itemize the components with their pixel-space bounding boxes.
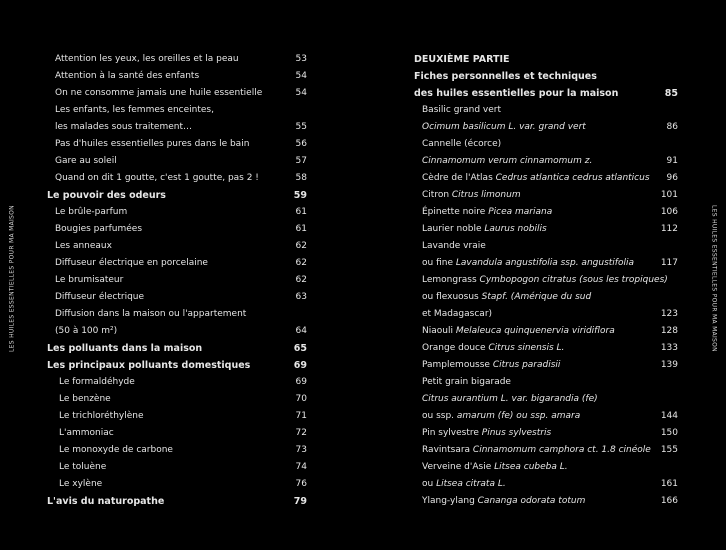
- toc-entry-title: Attention les yeux, les oreilles et la peau: [55, 54, 239, 64]
- toc-page-number: 72: [295, 428, 307, 438]
- toc-entry: [47, 425, 307, 442]
- latin-name: Citrus limonum: [451, 190, 521, 200]
- toc-page-number: 101: [660, 190, 678, 200]
- toc-entry: [47, 187, 307, 204]
- latin-name: Ocimum basilicum L. var. grand vert: [422, 122, 586, 132]
- toc-page-number: 69: [293, 360, 307, 371]
- toc-entry: [414, 272, 678, 289]
- entry-text: DEUXIÈME PARTIE: [414, 54, 510, 65]
- toc-page-number: 62: [295, 258, 307, 268]
- toc-entry-title: [422, 238, 486, 255]
- latin-name: Litsea citrata L.: [436, 479, 506, 489]
- entry-text: Pamplemousse: [422, 360, 493, 370]
- toc-page-number: 62: [295, 275, 307, 285]
- toc-entry-title: [422, 493, 585, 510]
- toc-entry: [414, 102, 678, 119]
- spine-title-right: LES HUILES ESSENTIELLES POUR MA MAISON: [710, 205, 718, 352]
- toc-entry-title: [422, 408, 580, 425]
- toc-entry: [414, 221, 678, 238]
- toc-entry: [414, 153, 678, 170]
- entry-text: Laurier noble: [422, 224, 485, 234]
- toc-entry: [47, 170, 307, 187]
- toc-page-number: 150: [660, 428, 678, 438]
- toc-page-number: 57: [295, 156, 307, 166]
- toc-page-number: 128: [660, 326, 678, 336]
- toc-entry: [414, 255, 678, 272]
- toc-entry: [47, 340, 307, 357]
- toc-entry: [47, 289, 307, 306]
- toc-page-number: 91: [666, 156, 678, 166]
- toc-page-number: 70: [295, 394, 307, 404]
- toc-entry-title: [422, 153, 592, 170]
- toc-entry: [47, 493, 307, 510]
- toc-entry-title: L'ammoniac: [59, 428, 114, 438]
- entry-text: et Madagascar): [422, 309, 493, 319]
- latin-name: Cedrus atlantica cedrus atlanticus: [495, 173, 650, 183]
- toc-page-number: 54: [295, 88, 307, 98]
- toc-entry: [47, 238, 307, 255]
- toc-right-column: [414, 51, 678, 510]
- latin-name: Cinnamomum verum cinnamomum z.: [422, 156, 593, 166]
- toc-page-number: 117: [660, 258, 678, 268]
- entry-text: Basilic grand vert: [422, 105, 501, 115]
- toc-entry-title: Le brûle-parfum: [55, 207, 128, 217]
- toc-entry: [414, 119, 678, 136]
- toc-entry-title: Gare au soleil: [55, 156, 117, 166]
- toc-page-number: 55: [295, 122, 307, 132]
- latin-name: amarum (fe) ou ssp. amara: [456, 411, 581, 421]
- toc-entry-title: Diffuseur électrique: [55, 292, 145, 302]
- toc-entry: [414, 51, 678, 68]
- toc-entry: [414, 85, 678, 102]
- toc-page-number: 64: [295, 326, 307, 336]
- latin-name: Cananga odorata totum: [477, 496, 586, 506]
- toc-entry-title: Quand on dit 1 goutte, c'est 1 goutte, pas 2 !: [55, 173, 259, 183]
- toc-entry: [47, 272, 307, 289]
- toc-page-number: 112: [660, 224, 678, 234]
- toc-entry: [414, 391, 678, 408]
- toc-entry: [47, 442, 307, 459]
- toc-entry: [47, 153, 307, 170]
- toc-entry-title: Le monoxyde de carbone: [59, 445, 173, 455]
- toc-entry-title: Les polluants dans la maison: [47, 343, 203, 354]
- toc-entry: [47, 221, 307, 238]
- toc-entry: [47, 374, 307, 391]
- toc-entry-title: L'avis du naturopathe: [47, 496, 165, 507]
- toc-entry-title: Le toluène: [59, 462, 107, 472]
- toc-entry-title: Diffuseur électrique en porcelaine: [55, 258, 208, 268]
- toc-page-number: 86: [666, 122, 678, 132]
- toc-entry-title: On ne consomme jamais une huile essentielle: [55, 88, 263, 98]
- toc-page-number: 144: [660, 411, 678, 421]
- toc-page-number: 61: [295, 224, 307, 234]
- toc-entry: [47, 85, 307, 102]
- toc-entry: [414, 374, 678, 391]
- toc-entry: [414, 68, 678, 85]
- toc-page-number: 155: [660, 445, 678, 455]
- toc-entry-title: Pas d'huiles essentielles pures dans le bain: [55, 139, 250, 149]
- latin-name: Cinnamomum camphora ct. 1.8 cinéole: [472, 445, 651, 455]
- toc-entry-title: [422, 442, 651, 459]
- toc-entry: [414, 187, 678, 204]
- toc-entry-title: Le brumisateur: [55, 275, 124, 285]
- latin-name: Citrus paradisii: [492, 360, 561, 370]
- toc-entry: [47, 255, 307, 272]
- entry-text: Orange douce: [422, 343, 489, 353]
- toc-entry-title: [422, 357, 560, 374]
- entry-text: ou: [422, 479, 437, 489]
- toc-entry-title: Le benzène: [59, 394, 111, 404]
- toc-page-number: 65: [293, 343, 307, 354]
- toc-page-number: 96: [666, 173, 678, 183]
- toc-entry-title: [422, 136, 501, 153]
- toc-entry: [414, 136, 678, 153]
- latin-name: Picea mariana: [488, 207, 553, 217]
- toc-entry: [47, 391, 307, 408]
- toc-entry-title: [422, 119, 586, 136]
- toc-entry: [414, 289, 678, 306]
- toc-entry-title: [422, 476, 506, 493]
- toc-entry-title: [422, 204, 552, 221]
- toc-entry-title: [414, 68, 597, 85]
- toc-entry-title: [422, 323, 615, 340]
- toc-page-number: 73: [295, 445, 307, 455]
- toc-entry-title: Le trichloréthylène: [59, 411, 144, 421]
- toc-entry: [47, 306, 307, 323]
- entry-text: Cèdre de l'Atlas: [422, 173, 496, 183]
- toc-entry: [47, 476, 307, 493]
- toc-entry: [414, 476, 678, 493]
- toc-entry-title: [422, 255, 634, 272]
- entry-text: Niaouli: [422, 326, 456, 336]
- toc-entry: [47, 51, 307, 68]
- toc-page-number: 56: [295, 139, 307, 149]
- entry-text: ou flexuosus: [422, 292, 482, 302]
- latin-name: Litsea cubeba L.: [494, 462, 568, 472]
- toc-entry-title: Bougies parfumées: [55, 224, 143, 234]
- toc-page-number: 139: [660, 360, 678, 370]
- toc-entry-title: (50 à 100 m²): [55, 326, 118, 336]
- entry-text: Citron: [422, 190, 452, 200]
- toc-page-number: 76: [295, 479, 307, 489]
- toc-page-number: 79: [293, 496, 307, 507]
- entry-text: Petit grain bigarade: [422, 377, 511, 387]
- toc-entry: [47, 408, 307, 425]
- toc-entry-title: Attention à la santé des enfants: [55, 71, 200, 81]
- toc-entry-title: les malades sous traitement…: [55, 122, 192, 132]
- toc-entry: [414, 170, 678, 187]
- toc-page-number: 74: [295, 462, 307, 472]
- latin-name: Laurus nobilis: [484, 224, 547, 234]
- entry-text: Ylang-ylang: [422, 496, 478, 506]
- toc-page-number: 123: [660, 309, 678, 319]
- latin-name: Cymbopogon citratus (sous les tropiques): [479, 275, 668, 285]
- toc-entry: [47, 323, 307, 340]
- toc-entry-title: [414, 51, 510, 68]
- entry-text: Fiches personnelles et techniques: [414, 71, 597, 82]
- toc-entry: [47, 459, 307, 476]
- toc-entry: [414, 306, 678, 323]
- toc-entry: [47, 119, 307, 136]
- toc-entry: [414, 238, 678, 255]
- toc-entry: [414, 493, 678, 510]
- spine-title-left: LES HUILES ESSENTIELLES POUR MA MAISON: [8, 205, 16, 352]
- toc-entry-title: [422, 306, 492, 323]
- toc-page-number: 85: [664, 88, 678, 99]
- toc-entry: [47, 357, 307, 374]
- entry-text: ou ssp.: [422, 411, 457, 421]
- entry-text: Lemongrass: [422, 275, 480, 285]
- toc-entry: [414, 425, 678, 442]
- toc-entry-title: Le xylène: [59, 479, 103, 489]
- toc-entry: [414, 442, 678, 459]
- toc-entry-title: [414, 85, 618, 102]
- entry-text: Ravintsara: [422, 445, 473, 455]
- entry-text: Lavande vraie: [422, 241, 486, 251]
- entry-text: ou fine: [422, 258, 456, 268]
- toc-page-number: 161: [660, 479, 678, 489]
- toc-page-number: 58: [295, 173, 307, 183]
- toc-entry-title: [422, 102, 501, 119]
- toc-entry-title: [422, 187, 521, 204]
- entry-text: Verveine d'Asie: [422, 462, 495, 472]
- toc-entry-title: Les enfants, les femmes enceintes,: [55, 105, 214, 115]
- toc-page-number: 61: [295, 207, 307, 217]
- toc-entry-title: Les principaux polluants domestiques: [47, 360, 251, 371]
- latin-name: Pinus sylvestris: [481, 428, 552, 438]
- toc-page-number: 54: [295, 71, 307, 81]
- toc-entry-title: [422, 170, 650, 187]
- toc-entry-title: Le pouvoir des odeurs: [47, 190, 166, 201]
- toc-entry: [47, 136, 307, 153]
- toc-entry: [414, 357, 678, 374]
- toc-entry: [414, 408, 678, 425]
- toc-page-number: 62: [295, 241, 307, 251]
- toc-entry: [47, 68, 307, 85]
- toc-entry: [414, 340, 678, 357]
- toc-entry-title: [422, 425, 551, 442]
- toc-entry-title: Diffusion dans la maison ou l'appartement: [55, 309, 247, 319]
- toc-entry-title: Le formaldéhyde: [59, 377, 135, 387]
- toc-entry-title: [422, 221, 547, 238]
- latin-name: Stapf. (Amérique du sud: [481, 292, 592, 302]
- toc-entry-title: [422, 391, 598, 408]
- latin-name: Citrus aurantium L. var. bigarandia (fe): [422, 394, 598, 404]
- toc-entry-title: Les anneaux: [55, 241, 112, 251]
- entry-text: Cannelle (écorce): [422, 139, 502, 149]
- toc-page-number: 69: [295, 377, 307, 387]
- entry-text: Pin sylvestre: [422, 428, 482, 438]
- toc-page-number: 106: [660, 207, 678, 217]
- toc-page-number: 166: [660, 496, 678, 506]
- toc-entry: [414, 204, 678, 221]
- latin-name: Melaleuca quinquenervia viridiflora: [455, 326, 615, 336]
- toc-entry-title: [422, 374, 511, 391]
- entry-text: Épinette noire: [422, 207, 489, 217]
- entry-text: des huiles essentielles pour la maison: [414, 88, 619, 99]
- toc-page-number: 133: [660, 343, 678, 353]
- toc-entry: [414, 323, 678, 340]
- toc-entry: [47, 204, 307, 221]
- toc-entry: [47, 102, 307, 119]
- toc-left-column: [47, 51, 307, 510]
- toc-entry-title: [422, 272, 668, 289]
- toc-entry: [414, 459, 678, 476]
- toc-entry-title: [422, 289, 591, 306]
- latin-name: Lavandula angustifolia ssp. angustifolia: [455, 258, 634, 268]
- toc-page-number: 63: [295, 292, 307, 302]
- toc-page-number: 53: [295, 54, 307, 64]
- toc-page-number: 71: [295, 411, 307, 421]
- toc-entry-title: [422, 340, 564, 357]
- toc-entry-title: [422, 459, 568, 476]
- toc-page-number: 59: [293, 190, 307, 201]
- latin-name: Citrus sinensis L.: [488, 343, 565, 353]
